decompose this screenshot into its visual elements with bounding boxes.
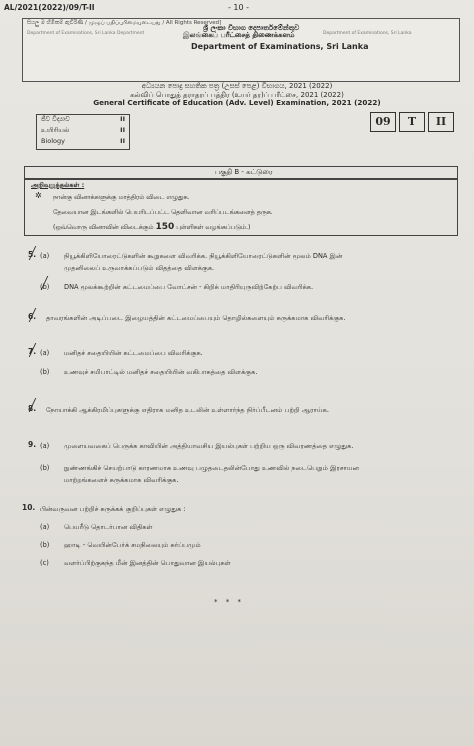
question-part-label: (b) [40, 464, 50, 472]
watermark-right: Department of Examinations, Sri Lanka [323, 31, 412, 36]
end-of-paper-stars: * * * [214, 598, 244, 606]
question-part-label: (b) [40, 283, 50, 291]
question-part-label: (a) [40, 349, 50, 357]
question-number: 7. [28, 347, 37, 356]
question-text: வளர்ப்பிற்குகந்த மீன் இனத்தின் பொதுவான இயல்புகள் [64, 559, 231, 567]
exam-title-sinhala: අධ්‍යයන පොදු සහතික පත්‍ර (උසස් පෙළ) විභාගය, 2021 (2022) [141, 82, 333, 90]
question-text: நியூக்கிளியோரைட்டுகளின் கூறுகளை விவரிக்க. நியூக்கிளியோரைட்டுகளின் மூலம் DNA இன் [64, 252, 343, 260]
part-label: பகுதி B - கட்டுரை [215, 168, 273, 176]
question-text: பின்வருவன பற்றிச் சுருக்கக் குறிப்புகள் எழுதுக : [40, 505, 186, 513]
asterisk-icon: ✲ [35, 191, 42, 200]
exam-title [0, 82, 474, 108]
question-part-label: (b) [40, 541, 50, 549]
instructions-box [24, 178, 458, 236]
subject-row: Biology II [41, 137, 125, 145]
question-part-label: (a) [40, 442, 50, 450]
subject-box [36, 114, 130, 150]
exam-title-english: General Certificate of Education (Adv. Level) Examination, 2021 (2022) [93, 98, 381, 107]
question-number: 5. [28, 250, 37, 259]
question-part-label: (b) [40, 368, 50, 376]
question-part-label: (c) [40, 559, 49, 567]
question-text: மாற்றங்களைச் சுருக்கமாக விவரிக்குக. [64, 476, 179, 484]
code-box-medium: T [399, 112, 425, 132]
department-english: Department of Examinations, Sri Lanka [191, 42, 369, 51]
question-text: நுண்ணங்கிச் செயற்பாடு காரணமாக உணவு பழுதடைதலின்போது உணவில் நடைபெறும் இரசாயன [64, 464, 360, 472]
code-box-paper: II [428, 112, 454, 132]
paper-code: AL/2021(2022)/09/T-II [4, 3, 95, 12]
watermark-left: Department of Examinations, Sri Lanka Department [27, 31, 145, 36]
instruction-line: நான்கு வினாக்களுக்கு மாத்திரம் விடை எழுதுக. [53, 194, 190, 201]
question-text: ஹாடி - வெயின்பேர்க் சமநிலையும் சுர்ப்பமும் [64, 541, 201, 549]
department-sinhala: ශ්‍රී ලංකා විභාග දෙපාර්තමේන්තුව [203, 24, 300, 32]
question-number: 9. [28, 440, 37, 449]
instruction-line: தேவையான இடங்களில் பெயரிடப்பட்ட தெளிவான வரிப்படங்களைத் தருக. [53, 209, 273, 216]
department-tamil: இலங்கைப் பரீட்சைத் திணைக்களம் [183, 31, 295, 39]
question-number: 10. [22, 503, 36, 512]
subject-code-boxes [370, 112, 454, 132]
question-text: முதனிலைப் உருவாக்கப்படும் விதத்தை விளக்குக. [64, 264, 215, 272]
instruction-marks: (ஒவ்வொரு வினாவின் விடைக்கும் 150 புள்ளிகள் வழங்கப்படும்.) [53, 222, 251, 232]
question-number: 8. [28, 404, 37, 413]
question-text: உணவுச் சமிபாட்டில் மனிதச் சதையியின் வகிபாகத்தை விளக்குக. [64, 368, 258, 376]
page-number: - 10 - [228, 3, 250, 12]
question-text: தாவரங்களின் அடிப்படை இழையத்தின் கட்டமைப்பையும் தொழில்களையும் சுருக்கமாக விவரிக்குக. [46, 314, 346, 322]
question-number: 6. [28, 312, 37, 321]
question-text: முளையவகைப் பெருக்க காவியின் அத்தியாவசிய இயல்புகள் பற்றிய ஒரு விவரணத்தை எழுதுக. [64, 442, 354, 450]
department-header [22, 18, 460, 82]
code-box-subject: 09 [370, 112, 396, 132]
question-text: DNA மூலக்கூற்றின் கட்டமைப்பை வோட்சன் - கிறிக் மாதிரியுருவிற்கேற்ப விவரிக்க. [64, 283, 314, 291]
question-text: நோயாக்கி ஆக்கிரமிப்புகளுக்கு எதிராக மனித உடலின் உள்ளார்ந்த நிர்ப்பீடனம் பற்றி ஆராய்க. [46, 406, 329, 414]
instructions-title: அறிவுறுத்தல்கள் : [31, 181, 85, 189]
question-text: பெயரீடு தொடர்பான விதிகள் [64, 523, 153, 531]
question-part-label: (a) [40, 523, 50, 531]
subject-row: ජීව විද්‍යාව II [41, 115, 125, 123]
subject-row: உயிரியல் II [41, 126, 125, 134]
exam-title-tamil: கல்விப் பொதுத் தராதரப் பத்திர (உயர் தர)ப் பரீட்சை, 2021 (2022) [130, 90, 344, 99]
rights-reserved: සියලු ම හිමිකම් ඇවිරිණි / முழுப் பதிப்புரிமையுடையது / All Rights Reserved] [27, 20, 222, 26]
question-part-label: (a) [40, 252, 50, 260]
question-text: மனிதச் சதையியின் கட்டமைப்பை விவரிக்குக. [64, 349, 203, 357]
